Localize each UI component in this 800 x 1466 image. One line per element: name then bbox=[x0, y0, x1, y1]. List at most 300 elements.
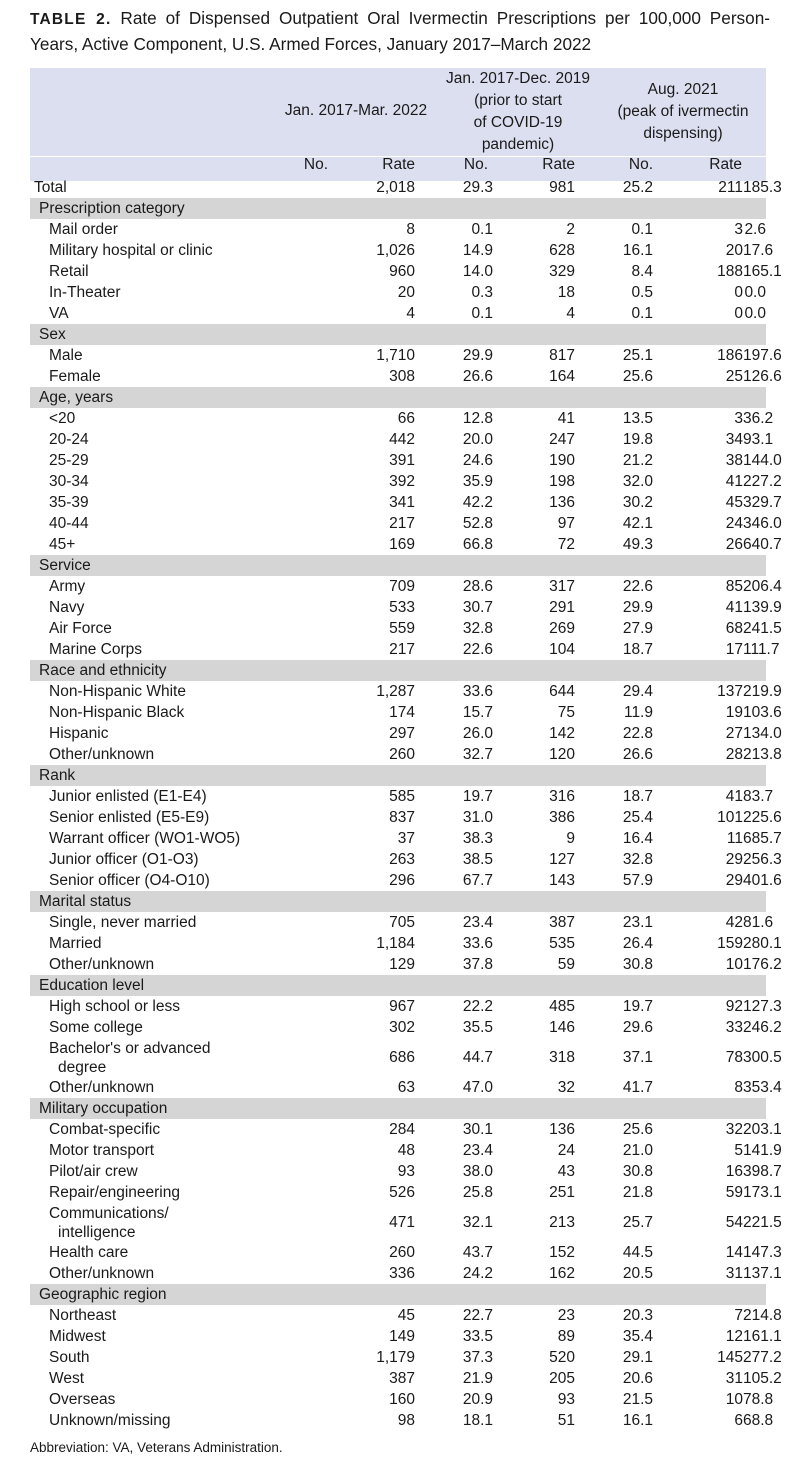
table-row bbox=[30, 849, 766, 870]
rate-cell: 27.9 bbox=[622, 620, 653, 637]
rate-cell: 165.1 bbox=[743, 263, 782, 280]
row-label: Male bbox=[49, 347, 83, 364]
count-cell: 41 bbox=[725, 599, 743, 616]
spacer-cell bbox=[280, 177, 333, 198]
row-label: Senior officer (O4-O10) bbox=[49, 872, 210, 889]
rate-cell: 19.7 bbox=[622, 998, 653, 1015]
rate-cell: 16.1 bbox=[622, 1412, 653, 1429]
rate-cell: 277.2 bbox=[743, 1349, 782, 1366]
count-cell: 68 bbox=[725, 620, 743, 637]
rate-cell: 66.8 bbox=[462, 536, 493, 553]
row-label: Other/unknown bbox=[49, 956, 155, 973]
rate-cell: 0.3 bbox=[471, 284, 493, 301]
table-row bbox=[30, 240, 766, 261]
section-label: Education level bbox=[30, 975, 766, 996]
rate-cell: 20.9 bbox=[462, 1391, 493, 1408]
count-cell: 42 bbox=[725, 914, 743, 931]
count-cell: 205 bbox=[549, 1370, 575, 1387]
rate-cell: 44.7 bbox=[462, 1049, 493, 1066]
table-row bbox=[30, 1119, 766, 1140]
row-label: Other/unknown bbox=[49, 746, 155, 763]
rate-cell: 141.9 bbox=[743, 1142, 782, 1159]
count-cell: 41 bbox=[725, 473, 743, 490]
table-row bbox=[30, 870, 766, 891]
rate-cell: 144.0 bbox=[743, 452, 782, 469]
rate-cell: 197.6 bbox=[743, 347, 782, 364]
row-label: Combat-specific bbox=[49, 1121, 161, 1138]
spacer-cell bbox=[280, 492, 333, 513]
table-row bbox=[30, 1347, 766, 1368]
rate-cell: 14.0 bbox=[462, 263, 493, 280]
table-row bbox=[30, 1161, 766, 1182]
rate-cell: 219.9 bbox=[743, 683, 782, 700]
table-caption: Rate of Dispensed Outpatient Oral Ivermectin Prescriptions per 100,000 Person-Years, Active Component, U.S. Armed Forces, January 2017–March 2022 bbox=[30, 8, 770, 54]
table-row bbox=[30, 450, 766, 471]
spacer-cell bbox=[280, 1242, 333, 1263]
subheader-no-1: No. bbox=[303, 156, 328, 173]
rate-cell: 19.7 bbox=[462, 788, 493, 805]
row-label: Non-Hispanic White bbox=[49, 683, 186, 700]
rate-cell: 685.7 bbox=[743, 830, 782, 847]
rate-cell: 401.6 bbox=[743, 872, 782, 889]
table-number: TABLE 2. bbox=[30, 11, 112, 28]
count-cell: 217 bbox=[389, 515, 415, 532]
count-cell: 152 bbox=[549, 1244, 575, 1261]
rate-cell: 25.7 bbox=[622, 1214, 653, 1231]
row-label: VA bbox=[49, 305, 69, 322]
spacer-cell bbox=[280, 744, 333, 765]
count-cell: 45 bbox=[725, 494, 743, 511]
row-label: <20 bbox=[49, 410, 76, 427]
count-cell: 127 bbox=[549, 851, 575, 868]
spacer-cell bbox=[280, 912, 333, 933]
count-cell: 0 bbox=[734, 305, 743, 322]
row-label: Navy bbox=[49, 599, 85, 616]
section-label: Marital status bbox=[30, 891, 766, 912]
count-cell: 31 bbox=[725, 1265, 743, 1282]
table-row bbox=[30, 1038, 766, 1077]
rate-cell: 25.1 bbox=[622, 347, 653, 364]
rate-cell: 35.9 bbox=[462, 473, 493, 490]
table-row bbox=[30, 345, 766, 366]
row-label: West bbox=[49, 1370, 85, 1387]
row-label: Mail order bbox=[49, 221, 118, 238]
count-cell: 136 bbox=[549, 494, 575, 511]
count-cell: 2 bbox=[566, 221, 575, 238]
spacer-cell bbox=[280, 1182, 333, 1203]
count-cell: 211 bbox=[718, 179, 743, 196]
total-row bbox=[30, 177, 766, 198]
table-row bbox=[30, 681, 766, 702]
count-cell: 33 bbox=[725, 1019, 743, 1036]
count-cell: 23 bbox=[557, 1307, 575, 1324]
count-cell: 160 bbox=[389, 1391, 415, 1408]
row-label: Hispanic bbox=[49, 725, 109, 742]
spacer-cell bbox=[280, 1038, 333, 1077]
row-label: 45+ bbox=[49, 536, 76, 553]
rate-cell: 12.8 bbox=[462, 410, 493, 427]
count-cell: 149 bbox=[389, 1328, 415, 1345]
section-row bbox=[30, 555, 766, 576]
rate-cell: 29.9 bbox=[622, 599, 653, 616]
rate-cell: 41.7 bbox=[622, 1079, 653, 1096]
spacer-cell bbox=[280, 1140, 333, 1161]
table-row bbox=[30, 303, 766, 324]
count-cell: 136 bbox=[549, 1121, 575, 1138]
rate-cell: 246.2 bbox=[743, 1019, 782, 1036]
rate-cell: 30.7 bbox=[462, 599, 493, 616]
count-cell: 162 bbox=[549, 1265, 575, 1282]
count-cell: 485 bbox=[549, 998, 575, 1015]
rate-cell: 38.3 bbox=[462, 830, 493, 847]
rate-cell: 214.8 bbox=[743, 1307, 782, 1324]
spacer-cell bbox=[280, 870, 333, 891]
spacer-cell bbox=[280, 366, 333, 387]
spacer-cell bbox=[280, 828, 333, 849]
rate-cell: 23.4 bbox=[462, 1142, 493, 1159]
count-cell: 817 bbox=[549, 347, 575, 364]
row-label: Air Force bbox=[49, 620, 112, 637]
footnote: Abbreviation: VA, Veterans Administration. bbox=[30, 1440, 283, 1455]
section-row bbox=[30, 324, 766, 345]
count-cell: 24 bbox=[725, 515, 743, 532]
count-cell: 9 bbox=[566, 830, 575, 847]
count-cell: 188 bbox=[717, 263, 743, 280]
rate-cell: 32.8 bbox=[622, 851, 653, 868]
count-cell: 145 bbox=[717, 1349, 743, 1366]
rate-cell: 30.2 bbox=[622, 494, 653, 511]
rate-cell: 16.1 bbox=[622, 242, 653, 259]
count-cell: 837 bbox=[389, 809, 415, 826]
spacer-cell bbox=[280, 261, 333, 282]
count-cell: 38 bbox=[725, 452, 743, 469]
rate-cell: 25.8 bbox=[462, 1184, 493, 1201]
table-row bbox=[30, 1263, 766, 1284]
count-cell: 6 bbox=[734, 1412, 743, 1429]
rate-cell: 21.2 bbox=[622, 452, 653, 469]
rate-cell: 28.6 bbox=[462, 578, 493, 595]
rate-cell: 173.1 bbox=[743, 1184, 782, 1201]
count-cell: 336 bbox=[389, 1265, 415, 1282]
count-cell: 1,179 bbox=[376, 1349, 415, 1366]
count-cell: 29 bbox=[725, 872, 743, 889]
rate-cell: 13.5 bbox=[622, 410, 653, 427]
rate-cell: 346.0 bbox=[743, 515, 782, 532]
rate-cell: 57.9 bbox=[622, 872, 653, 889]
count-cell: 29 bbox=[725, 851, 743, 868]
spacer-cell bbox=[280, 282, 333, 303]
rate-cell: 206.4 bbox=[743, 578, 782, 595]
count-cell: 391 bbox=[389, 452, 415, 469]
rate-cell: 20.0 bbox=[462, 431, 493, 448]
rate-cell: 26.4 bbox=[622, 935, 653, 952]
subheader-no-3: No. bbox=[628, 156, 653, 173]
spacer-cell bbox=[280, 1410, 333, 1431]
spacer-cell bbox=[280, 408, 333, 429]
rate-cell: 0.5 bbox=[631, 284, 653, 301]
count-cell: 0 bbox=[734, 284, 743, 301]
count-cell: 387 bbox=[389, 1370, 415, 1387]
rate-cell: 280.1 bbox=[743, 935, 782, 952]
count-cell: 97 bbox=[557, 515, 575, 532]
rate-cell: 29.9 bbox=[462, 347, 493, 364]
rate-cell: 42.2 bbox=[462, 494, 493, 511]
table-row bbox=[30, 1410, 766, 1431]
rate-cell: 18.1 bbox=[462, 1412, 493, 1429]
rate-cell: 8.4 bbox=[631, 263, 653, 280]
count-cell: 247 bbox=[549, 431, 575, 448]
count-cell: 392 bbox=[389, 473, 415, 490]
count-cell: 1,287 bbox=[376, 683, 415, 700]
section-row bbox=[30, 660, 766, 681]
count-cell: 169 bbox=[389, 536, 415, 553]
section-label: Rank bbox=[30, 765, 766, 786]
table-row bbox=[30, 1368, 766, 1389]
count-cell: 2,018 bbox=[376, 179, 415, 196]
rate-cell: 16.4 bbox=[622, 830, 653, 847]
row-label: Army bbox=[49, 578, 86, 595]
header-line: dispensing) bbox=[643, 125, 723, 142]
count-cell: 101 bbox=[717, 809, 743, 826]
rate-cell: 137.1 bbox=[743, 1265, 782, 1282]
data-table bbox=[30, 177, 782, 1431]
row-label: Midwest bbox=[49, 1328, 106, 1345]
subheader-rate-1: Rate bbox=[382, 156, 415, 173]
row-label: Total bbox=[34, 179, 67, 196]
table-row bbox=[30, 1242, 766, 1263]
rate-cell: 0.1 bbox=[631, 305, 653, 322]
rate-cell: 221.5 bbox=[743, 1214, 782, 1231]
table-row bbox=[30, 261, 766, 282]
rate-cell: 24.6 bbox=[462, 452, 493, 469]
row-label: 20-24 bbox=[49, 431, 89, 448]
spacer-cell bbox=[280, 240, 333, 261]
rate-cell: 22.2 bbox=[462, 998, 493, 1015]
count-cell: 8 bbox=[406, 221, 415, 238]
count-cell: 66 bbox=[397, 410, 415, 427]
rate-cell: 161.1 bbox=[743, 1328, 782, 1345]
section-label: Sex bbox=[30, 324, 766, 345]
row-label: Junior enlisted (E1-E4) bbox=[49, 788, 207, 805]
table-row bbox=[30, 723, 766, 744]
rate-cell: 33.6 bbox=[462, 935, 493, 952]
rate-cell: 30.8 bbox=[622, 956, 653, 973]
rate-cell: 44.5 bbox=[622, 1244, 653, 1261]
rate-cell: 134.0 bbox=[743, 725, 782, 742]
spacer-cell bbox=[280, 807, 333, 828]
rate-cell: 127.3 bbox=[743, 998, 782, 1015]
count-cell: 17 bbox=[725, 641, 743, 658]
count-cell: 32 bbox=[557, 1079, 575, 1096]
count-cell: 59 bbox=[725, 1184, 743, 1201]
rate-cell: 32.0 bbox=[622, 473, 653, 490]
section-row bbox=[30, 1098, 766, 1119]
count-cell: 316 bbox=[549, 788, 575, 805]
spacer-cell bbox=[280, 723, 333, 744]
count-cell: 7 bbox=[734, 1307, 743, 1324]
count-cell: 4 bbox=[566, 305, 575, 322]
count-cell: 75 bbox=[557, 704, 575, 721]
spacer-cell bbox=[280, 849, 333, 870]
rate-cell: 227.2 bbox=[743, 473, 782, 490]
rate-cell: 329.7 bbox=[743, 494, 782, 511]
rate-cell: 105.2 bbox=[743, 1370, 782, 1387]
header-line: pandemic) bbox=[481, 136, 555, 153]
count-cell: 960 bbox=[389, 263, 415, 280]
rate-cell: 22.8 bbox=[622, 725, 653, 742]
table-row bbox=[30, 597, 766, 618]
spacer-cell bbox=[280, 345, 333, 366]
rate-cell: 20.6 bbox=[622, 1370, 653, 1387]
count-cell: 686 bbox=[389, 1049, 415, 1066]
count-cell: 19 bbox=[725, 704, 743, 721]
count-cell: 291 bbox=[549, 599, 575, 616]
table-row bbox=[30, 954, 766, 975]
rate-cell: 78.8 bbox=[743, 1391, 774, 1408]
rate-cell: 37.1 bbox=[622, 1049, 653, 1066]
subheader-rate-2: Rate bbox=[542, 156, 575, 173]
count-cell: 25 bbox=[725, 368, 743, 385]
count-cell: 329 bbox=[549, 263, 575, 280]
count-cell: 471 bbox=[389, 1214, 415, 1231]
row-label: Other/unknown bbox=[49, 1265, 155, 1282]
count-cell: 284 bbox=[389, 1121, 415, 1138]
row-label: Warrant officer (WO1-WO5) bbox=[49, 830, 241, 847]
rate-cell: 103.6 bbox=[743, 704, 782, 721]
count-cell: 386 bbox=[549, 809, 575, 826]
count-cell: 442 bbox=[389, 431, 415, 448]
rate-cell: 0.1 bbox=[631, 221, 653, 238]
count-cell: 967 bbox=[389, 998, 415, 1015]
row-label: Single, never married bbox=[49, 914, 197, 931]
count-cell: 520 bbox=[549, 1349, 575, 1366]
header-period-total: Jan. 2017-Mar. 2022 bbox=[284, 102, 428, 119]
table-row bbox=[30, 492, 766, 513]
count-cell: 78 bbox=[725, 1049, 743, 1066]
count-cell: 11 bbox=[726, 830, 743, 847]
count-cell: 251 bbox=[549, 1184, 575, 1201]
count-cell: 1,184 bbox=[376, 935, 415, 952]
spacer-cell bbox=[280, 1347, 333, 1368]
row-label: Pilot/air crew bbox=[49, 1163, 138, 1180]
rate-cell: 93.1 bbox=[743, 431, 774, 448]
table-row bbox=[30, 1077, 766, 1098]
spacer-cell bbox=[280, 1368, 333, 1389]
rate-cell: 640.7 bbox=[743, 536, 782, 553]
row-label: Northeast bbox=[49, 1307, 117, 1324]
spacer-cell bbox=[280, 618, 333, 639]
rate-cell: 225.6 bbox=[743, 809, 782, 826]
spacer-cell bbox=[280, 450, 333, 471]
count-cell: 143 bbox=[549, 872, 575, 889]
count-cell: 3 bbox=[734, 221, 743, 238]
rate-cell: 22.7 bbox=[462, 1307, 493, 1324]
rate-cell: 32.8 bbox=[462, 620, 493, 637]
count-cell: 92 bbox=[725, 998, 743, 1015]
rate-cell: 20.5 bbox=[622, 1265, 653, 1282]
row-label: Junior officer (O1-O3) bbox=[49, 851, 199, 868]
table-row bbox=[30, 702, 766, 723]
table-row bbox=[30, 408, 766, 429]
header-period-prepandemic bbox=[428, 68, 608, 156]
count-cell: 51 bbox=[557, 1412, 575, 1429]
rate-cell: 49.3 bbox=[622, 536, 653, 553]
count-cell: 12 bbox=[725, 1328, 743, 1345]
count-cell: 20 bbox=[397, 284, 415, 301]
rate-cell: 111.7 bbox=[743, 641, 780, 658]
rate-cell: 36.2 bbox=[743, 410, 774, 427]
count-cell: 32 bbox=[725, 1121, 743, 1138]
section-label: Age, years bbox=[30, 387, 766, 408]
count-cell: 10 bbox=[725, 956, 743, 973]
row-label: In-Theater bbox=[49, 284, 121, 301]
row-label: Unknown/missing bbox=[49, 1412, 171, 1429]
table-row bbox=[30, 366, 766, 387]
table-body bbox=[30, 177, 782, 1431]
count-cell: 16 bbox=[725, 1163, 743, 1180]
row-label: 35-39 bbox=[49, 494, 89, 511]
count-cell: 63 bbox=[397, 1079, 415, 1096]
spacer-cell bbox=[280, 933, 333, 954]
rate-cell: 32.1 bbox=[462, 1214, 493, 1231]
rate-cell: 68.8 bbox=[743, 1412, 774, 1429]
row-label: Motor transport bbox=[49, 1142, 155, 1159]
count-cell: 37 bbox=[397, 830, 415, 847]
count-cell: 142 bbox=[549, 725, 575, 742]
rate-cell: 32.7 bbox=[462, 746, 493, 763]
spacer-cell bbox=[280, 1326, 333, 1347]
section-label: Service bbox=[30, 555, 766, 576]
count-cell: 54 bbox=[725, 1214, 743, 1231]
row-label: High school or less bbox=[49, 998, 180, 1015]
count-cell: 14 bbox=[725, 1244, 743, 1261]
count-cell: 535 bbox=[549, 935, 575, 952]
table-row bbox=[30, 618, 766, 639]
rate-cell: 256.3 bbox=[743, 851, 782, 868]
rate-cell: 29.6 bbox=[622, 1019, 653, 1036]
table-row bbox=[30, 429, 766, 450]
row-label-line: intelligence bbox=[58, 1223, 136, 1241]
rate-cell: 25.6 bbox=[622, 1121, 653, 1138]
count-cell: 41 bbox=[557, 410, 575, 427]
rate-cell: 203.1 bbox=[743, 1121, 782, 1138]
rate-cell: 24.2 bbox=[462, 1265, 493, 1282]
row-label: South bbox=[49, 1349, 90, 1366]
spacer-cell bbox=[280, 702, 333, 723]
rate-cell: 14.9 bbox=[462, 242, 493, 259]
header-line: Aug. 2021 bbox=[647, 81, 719, 98]
subheader-no-2: No. bbox=[463, 156, 488, 173]
rate-cell: 18.7 bbox=[622, 641, 653, 658]
count-cell: 85 bbox=[725, 578, 743, 595]
spacer-cell bbox=[280, 576, 333, 597]
count-cell: 31 bbox=[725, 1370, 743, 1387]
row-label-line: Bachelor's or advanced bbox=[49, 1039, 211, 1057]
count-cell: 28 bbox=[725, 746, 743, 763]
count-cell: 186 bbox=[717, 347, 743, 364]
table-row bbox=[30, 786, 766, 807]
table-row bbox=[30, 933, 766, 954]
row-label: Overseas bbox=[49, 1391, 116, 1408]
row-label: Retail bbox=[49, 263, 89, 280]
rate-cell: 20.3 bbox=[622, 1307, 653, 1324]
rate-cell: 26.6 bbox=[622, 746, 653, 763]
section-row bbox=[30, 975, 766, 996]
count-cell: 104 bbox=[549, 641, 575, 658]
count-cell: 260 bbox=[389, 1244, 415, 1261]
table-row bbox=[30, 534, 766, 555]
rate-cell: 37.8 bbox=[462, 956, 493, 973]
